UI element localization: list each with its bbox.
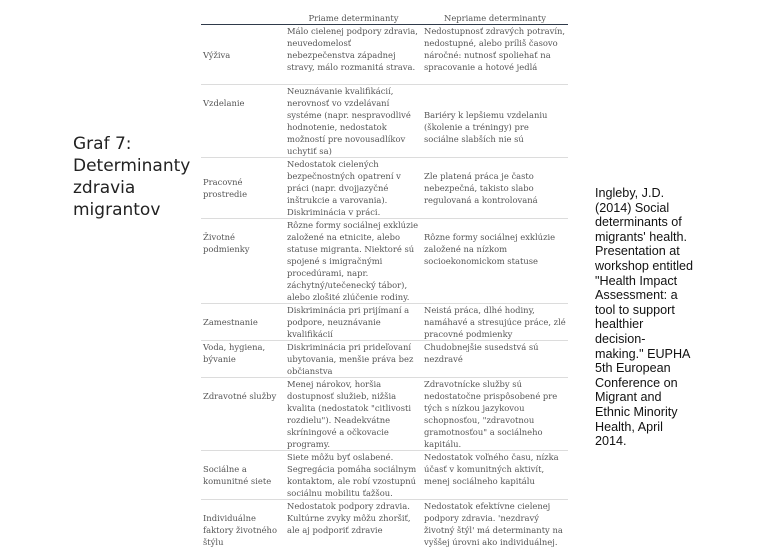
table-row xyxy=(201,85,568,158)
table-row xyxy=(201,304,568,341)
header-indirect-determinants: Nepriame determinanty xyxy=(422,11,568,25)
row-direct: Diskriminácia pri prideľovaní ubytovania, menšie práva bez občianstva xyxy=(285,341,422,378)
row-direct: Málo cielenej podpory zdravia, neuvedomelosť nebezpečenstva západnej stravy, málo rozmanitá strava. xyxy=(285,25,422,85)
row-indirect: Zdravotnícke služby sú nedostatočne prispôsobené pre tých s nízkou jazykovou schopnosťou, "zdravotnou gramotnosťou" a sociálneho kapitálu. xyxy=(422,378,568,451)
row-category: Zamestnanie xyxy=(201,304,285,341)
row-direct: Neuznávanie kvalifikácií, nerovnosť vo vzdelávaní systéme (napr. nespravodlivé hodnotenie, nedostatok možností pre novousadlíkov uchytiť sa) xyxy=(285,85,422,158)
row-category: Voda, hygiena, bývanie xyxy=(201,341,285,378)
row-indirect: Nedostatok efektívne cielenej podpory zdravia. 'nezdravý životný štýl' má determinanty na vyššej úrovni ako individuálnej. xyxy=(422,500,568,548)
graph-title: Graf 7: Determinanty zdravia migrantov xyxy=(73,133,185,221)
row-indirect: Chudobnejšie susedstvá sú nezdravé xyxy=(422,341,568,378)
row-indirect: Zle platená práca je často nebezpečná, takisto slabo regulovaná a kontrolovaná xyxy=(422,158,568,219)
table-row xyxy=(201,451,568,500)
row-category: Individuálne faktory životného štýlu xyxy=(201,500,285,548)
row-indirect: Neistá práca, dlhé hodiny, namáhavé a stresujúce práce, zlé pracovné podmienky xyxy=(422,304,568,341)
table-header-row xyxy=(201,11,568,25)
table-row xyxy=(201,25,568,85)
row-category: Zdravotné služby xyxy=(201,378,285,451)
header-direct-determinants: Priame determinanty xyxy=(285,11,422,25)
row-direct: Rôzne formy sociálnej exklúzie založené na etnicite, alebo statuse migranta. Niektoré sú spojené s imigračnými procedúrami, napr. záchytný/utečenecký tábor), alebo zlošité zlúčenie rodiny. xyxy=(285,219,422,304)
row-direct: Nedostatok cielených bezpečnostných opatrení v práci (napr. dvojjazyčné inštrukcie a varovania). Diskriminácia v práci. xyxy=(285,158,422,219)
row-category: Sociálne a komunitné siete xyxy=(201,451,285,500)
row-category: Vzdelanie xyxy=(201,85,285,158)
row-direct: Nedostatok podpory zdravia. Kultúrne zvyky môžu zhoršiť, ale aj podporiť zdravie xyxy=(285,500,422,548)
determinants-table xyxy=(201,11,568,548)
table-row xyxy=(201,341,568,378)
row-indirect: Nedostupnosť zdravých potravín, nedostupné, alebo príliš časovo náročné: nutnosť spoliehať na spracovanie a hotové jedlá xyxy=(422,25,568,85)
row-direct: Diskriminácia pri prijímaní a podpore, neuznávanie kvalifikácií xyxy=(285,304,422,341)
row-category: Pracovné prostredie xyxy=(201,158,285,219)
row-category: Životné podmienky xyxy=(201,219,285,304)
row-direct: Menej nárokov, horšia dostupnosť služieb, nižšia kvalita (nedostatok "citlivosti rozdielu"). Neadekvátne skríningové a očkovacie programy. xyxy=(285,378,422,451)
header-category xyxy=(201,11,285,25)
row-direct: Siete môžu byť oslabené. Segregácia pomáha sociálnym kontaktom, ale robí vzostupnú sociálnu mobilitu ťažšou. xyxy=(285,451,422,500)
row-indirect: Rôzne formy sociálnej exklúzie založené na nízkom socioekonomickom statuse xyxy=(422,219,568,304)
table-row xyxy=(201,500,568,548)
table-row xyxy=(201,219,568,304)
table-row xyxy=(201,378,568,451)
row-indirect: Nedostatok voľného času, nízka účasť v komunitných aktivít, menej sociálneho kapitálu xyxy=(422,451,568,500)
table-row xyxy=(201,158,568,219)
row-category: Výživa xyxy=(201,25,285,85)
citation-text: Ingleby, J.D. (2014) Social determinants of migrants' health. Presentation at workshop entitled "Health Impact Assessment: a tool to support healthier decision-making." EUPHA 5th European Conference on Migrant and Ethnic Minority Health, April 2014. xyxy=(595,186,693,449)
row-indirect: Bariéry k lepšiemu vzdelaniu (školenie a tréningy) pre sociálne slabších nie sú xyxy=(422,85,568,158)
